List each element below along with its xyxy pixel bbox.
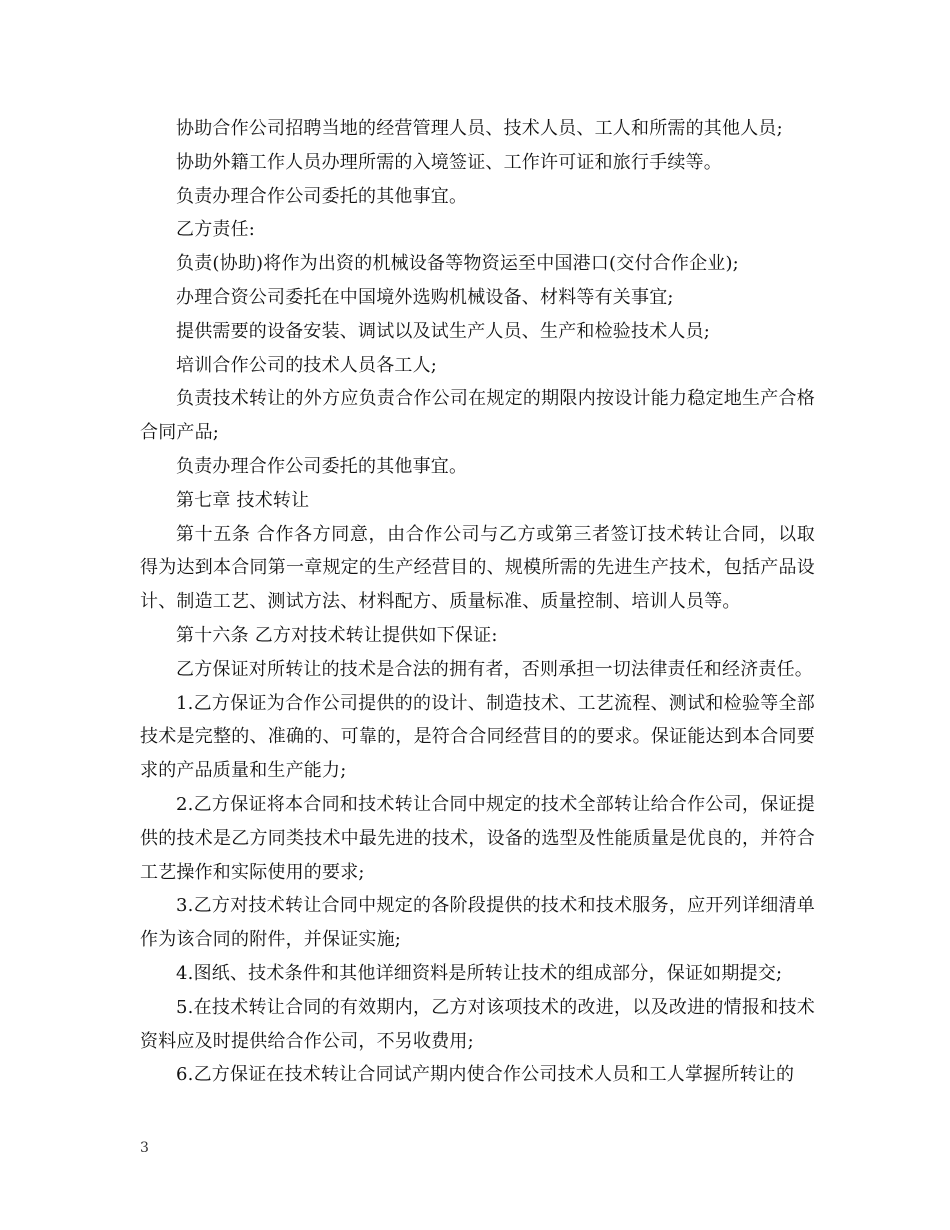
paragraph: 培训合作公司的技术人员各工人; [176, 354, 438, 376]
page-number: 3 [140, 1140, 149, 1156]
paragraph: 负责办理合作公司委托的其他事宜。 [176, 185, 468, 207]
paragraph: 协助合作公司招聘当地的经营管理人员、技术人员、工人和所需的其他人员; [176, 118, 783, 139]
list-item: 3.乙方对技术转让合同中规定的各阶段提供的技术和技术服务，应开列详细清单作为该合同的附件，并保证实施; [140, 895, 815, 951]
paragraph: 负责技术转让的外方应负责合作公司在规定的期限内按设计能力稳定地生产合格合同产品; [140, 388, 815, 444]
paragraph: 负责(协助)将作为出资的机械设备等物资运至中国港口(交付合作企业); [176, 253, 739, 275]
paragraph: 提供需要的设备安装、调试以及试生产人员、生产和检验技术人员; [176, 320, 711, 342]
section-heading: 乙方责任: [176, 219, 256, 241]
paragraph: 办理合资公司委托在中国境外选购机械设备、材料等有关事宜; [176, 286, 674, 308]
document-body [140, 112, 815, 1092]
paragraph: 负责办理合作公司委托的其他事宜。 [176, 455, 468, 477]
article-15: 第十五条 合作各方同意，由合作公司与乙方或第三者签订技术转让合同，以取得为达到本合同第一章规定的生产经营目的、规模所需的先进生产技术，包括产品设计、制造工艺、测试方法、材料配方、质量标准、质量控制、培训人员等。 [140, 523, 815, 613]
list-item: 5.在技术转让合同的有效期内，乙方对该项技术的改进，以及改进的情报和技术资料应及时提供给合作公司，不另收费用; [140, 996, 815, 1052]
paragraph: 协助外籍工作人员办理所需的入境签证、工作许可证和旅行手续等。 [176, 151, 722, 173]
list-item: 1.乙方保证为合作公司提供的的设计、制造技术、工艺流程、测试和检验等全部技术是完整的、准确的、可靠的，是符合合同经营目的的要求。保证能达到本合同要求的产品质量和生产能力; [140, 692, 815, 782]
list-item: 2.乙方保证将本合同和技术转让合同中规定的技术全部转让给合作公司，保证提供的技术是乙方同类技术中最先进的技术，设备的选型及性能质量是优良的，并符合工艺操作和实际使用的要求; [140, 793, 815, 883]
list-item: 4.图纸、技术条件和其他详细资料是所转让技术的组成部分，保证如期提交; [176, 962, 783, 984]
article-16: 第十六条 乙方对技术转让提供如下保证: [176, 624, 498, 646]
paragraph: 乙方保证对所转让的技术是合法的拥有者，否则承担一切法律责任和经济责任。 [176, 658, 813, 680]
list-item: 6.乙方保证在技术转让合同试产期内使合作公司技术人员和工人掌握所转让的 [176, 1064, 795, 1086]
chapter-heading: 第七章 技术转让 [176, 489, 310, 511]
